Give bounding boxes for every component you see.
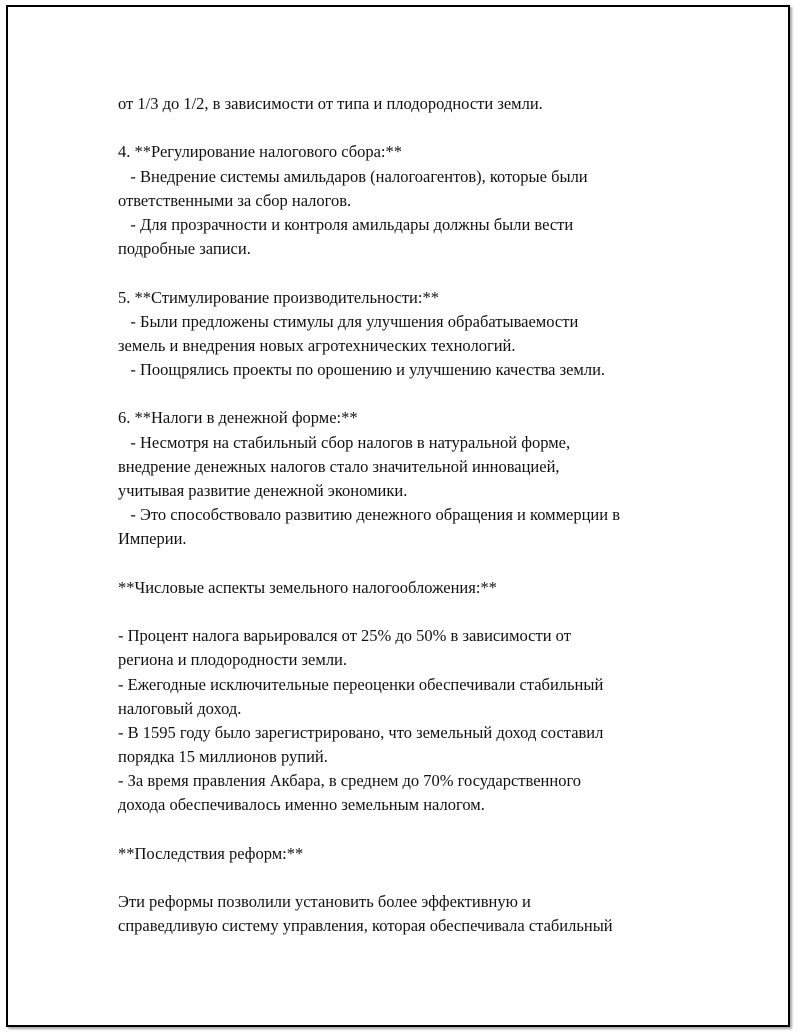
text-line: **Числовые аспекты земельного налогообложения:** — [118, 577, 497, 597]
text-line: - Несмотря на стабильный сбор налогов в натуральной форме, — [118, 432, 571, 452]
text-line: Империи. — [118, 529, 187, 549]
text-line: Эти реформы позволили установить более эффективную и — [118, 892, 531, 912]
text-line: учитывая развитие денежной экономики. — [118, 481, 408, 500]
text-line: порядка 15 миллионов рупий. — [118, 747, 328, 767]
document-text — [118, 92, 718, 939]
text-line: - В 1595 году было зарегистрировано, что земельный доход составил — [118, 722, 604, 742]
text-line: - Были предложены стимулы для улучшения обрабатываемости — [118, 311, 579, 331]
text-line: дохода обеспечивалось именно земельным налогом. — [118, 795, 485, 815]
text-line: 4. **Регулирование налогового сбора:** — [118, 142, 403, 162]
blank-line — [118, 261, 718, 285]
text-line: **Последствия реформ:** — [118, 843, 304, 863]
text-line: подробные записи. — [118, 239, 251, 259]
text-line: - Это способствовало развитию денежного обращения и коммерции в — [118, 505, 620, 525]
text-line: - Поощрялись проекты по орошению и улучшению качества земли. — [118, 360, 606, 380]
text-line: внедрение денежных налогов стало значительной инновацией, — [118, 456, 560, 476]
blank-line — [118, 600, 718, 624]
blank-line — [118, 552, 718, 576]
text-line: налоговый доход. — [118, 698, 242, 718]
text-line: 5. **Стимулирование производительности:** — [118, 287, 439, 307]
text-line: земель и внедрения новых агротехнических технологий. — [118, 335, 516, 355]
text-line: - Процент налога варьировался от 25% до 50% в зависимости от — [118, 626, 571, 646]
text-line: - Для прозрачности и контроля амильдары должны были вести — [118, 214, 574, 234]
text-line: - Ежегодные исключительные переоценки обеспечивали стабильный — [118, 674, 604, 694]
blank-line — [118, 116, 718, 140]
text-line: - Внедрение системы амильдаров (налогоагентов), которые были — [118, 166, 588, 186]
text-line: - За время правления Акбара, в среднем до 70% государственного — [118, 771, 582, 791]
blank-line — [118, 866, 718, 890]
text-line: региона и плодородности земли. — [118, 650, 348, 670]
text-line: ответственными за сбор налогов. — [118, 190, 352, 210]
text-line: 6. **Налоги в денежной форме:** — [118, 408, 358, 428]
blank-line — [118, 818, 718, 842]
text-line: от 1/3 до 1/2, в зависимости от типа и плодородности земли. — [118, 94, 543, 113]
blank-line — [118, 382, 718, 406]
text-line: справедливую систему управления, которая обеспечивала стабильный — [118, 916, 613, 936]
